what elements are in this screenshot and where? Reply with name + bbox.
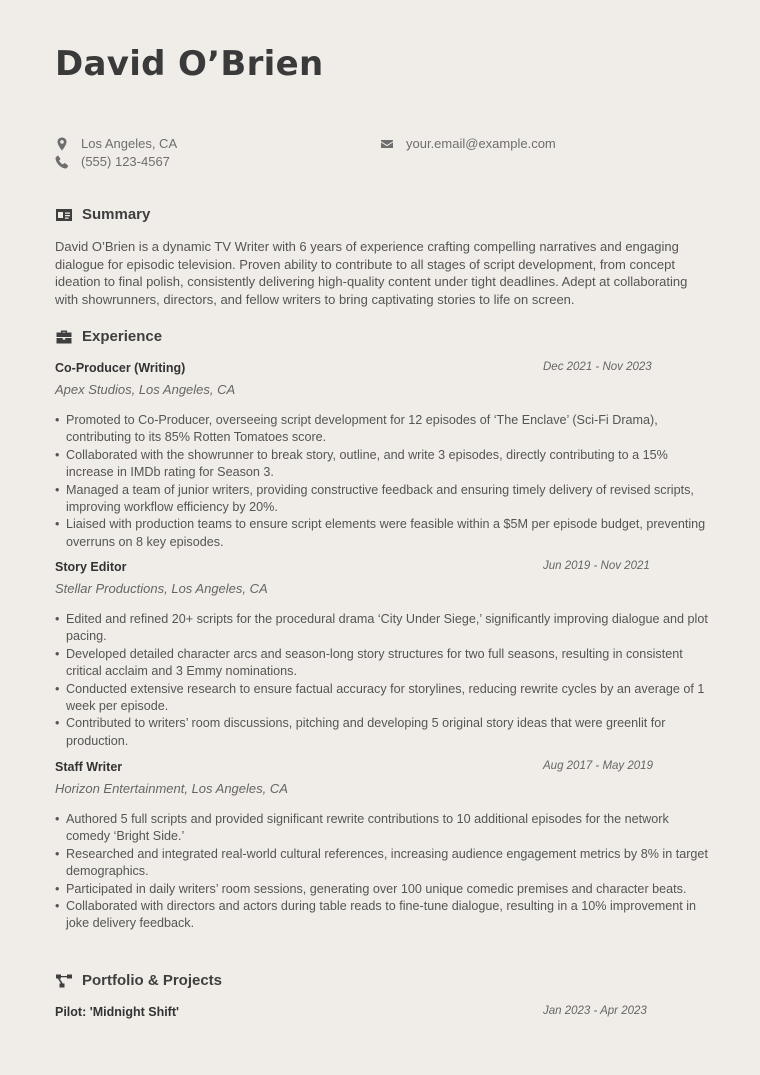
job-title: Staff Writer [55,760,123,774]
contact-email [380,136,556,151]
job-company: Stellar Productions, Los Angeles, CA [55,581,268,596]
summary-heading [55,206,150,223]
network-icon [55,973,73,989]
bullet-item: • Managed a team of junior writers, providing constructive feedback and ensuring timely delivery of revised scripts, improving workflow efficiency by 20%. [55,482,715,517]
bullet-item: • Conducted extensive research to ensure factual accuracy for storylines, reducing rewrite cycles by an average of 1 week per episode. [55,681,715,716]
bullet-item: • Authored 5 full scripts and provided significant rewrite contributions to 10 additional episodes for the network comedy ‘Bright Side.’ [55,811,715,846]
job-title: Story Editor [55,560,127,574]
briefcase-icon [55,329,73,345]
portfolio-heading [55,972,222,989]
job-bullets [55,412,715,551]
project-title: Pilot: 'Midnight Shift' [55,1005,179,1019]
candidate-name: David O’Brien [55,44,324,84]
bullet-item: • Collaborated with directors and actors during table reads to fine-tune dialogue, resulting in a 10% improvement in joke delivery feedback. [55,898,715,933]
phone-text: (555) 123-4567 [81,154,170,169]
job-dates: Dec 2021 - Nov 2023 [543,361,652,373]
job-dates: Jun 2019 - Nov 2021 [543,560,650,572]
envelope-icon [380,137,394,151]
bullet-item: • Promoted to Co-Producer, overseeing script development for 12 episodes of ‘The Enclave’ (Sci-Fi Drama), contributing to its 85% Rotten Tomatoes score. [55,412,715,447]
experience-heading-text: Experience [82,328,163,345]
summary-text: David O’Brien is a dynamic TV Writer with 6 years of experience crafting compelling narratives and engaging dialogue for episodic television. Proven ability to contribute to all stages of script development, from concept ideation to final polish, consistently delivering high-quality content under tight deadlines. Adept at collaborating with showrunners, directors, and fellow writers to bring captivating stories to life on screen. [55,239,688,308]
map-pin-icon [55,137,69,151]
experience-heading [55,328,162,345]
id-card-icon [55,207,73,223]
bullet-item: • Contributed to writers’ room discussions, pitching and developing 5 original story ideas that were greenlit for production. [55,715,715,750]
location-text: Los Angeles, CA [81,136,178,151]
job-company: Apex Studios, Los Angeles, CA [55,382,236,397]
contact-location [55,136,177,151]
summary-heading-text: Summary [82,206,151,223]
bullet-item: • Edited and refined 20+ scripts for the procedural drama ‘City Under Siege,’ significantly improving dialogue and plot pacing. [55,611,715,646]
bullet-item: • Participated in daily writers’ room sessions, generating over 100 unique comedic premises and character beats. [55,881,715,898]
job-title: Co-Producer (Writing) [55,361,186,375]
bullet-item: • Developed detailed character arcs and season-long story structures for two full seasons, resulting in consistent critical acclaim and 3 Emmy nominations. [55,646,715,681]
contact-phone [55,154,170,169]
portfolio-heading-text: Portfolio & Projects [82,972,223,989]
job-bullets [55,811,715,933]
job-company: Horizon Entertainment, Los Angeles, CA [55,781,288,796]
bullet-item: • Researched and integrated real-world cultural references, increasing audience engagement metrics by 8% in target demographics. [55,846,715,881]
bullet-item: • Liaised with production teams to ensure script elements were feasible within a $5M per episode budget, preventing overruns on 8 key episodes. [55,516,715,551]
job-bullets [55,611,715,750]
job-dates: Aug 2017 - May 2019 [543,760,653,772]
project-dates: Jan 2023 - Apr 2023 [543,1005,647,1017]
bullet-item: • Collaborated with the showrunner to break story, outline, and write 3 episodes, directly contributing to a 15% increase in IMDb rating for Season 3. [55,447,715,482]
email-link[interactable]: your.email@example.com [406,136,556,151]
phone-icon [55,155,69,169]
